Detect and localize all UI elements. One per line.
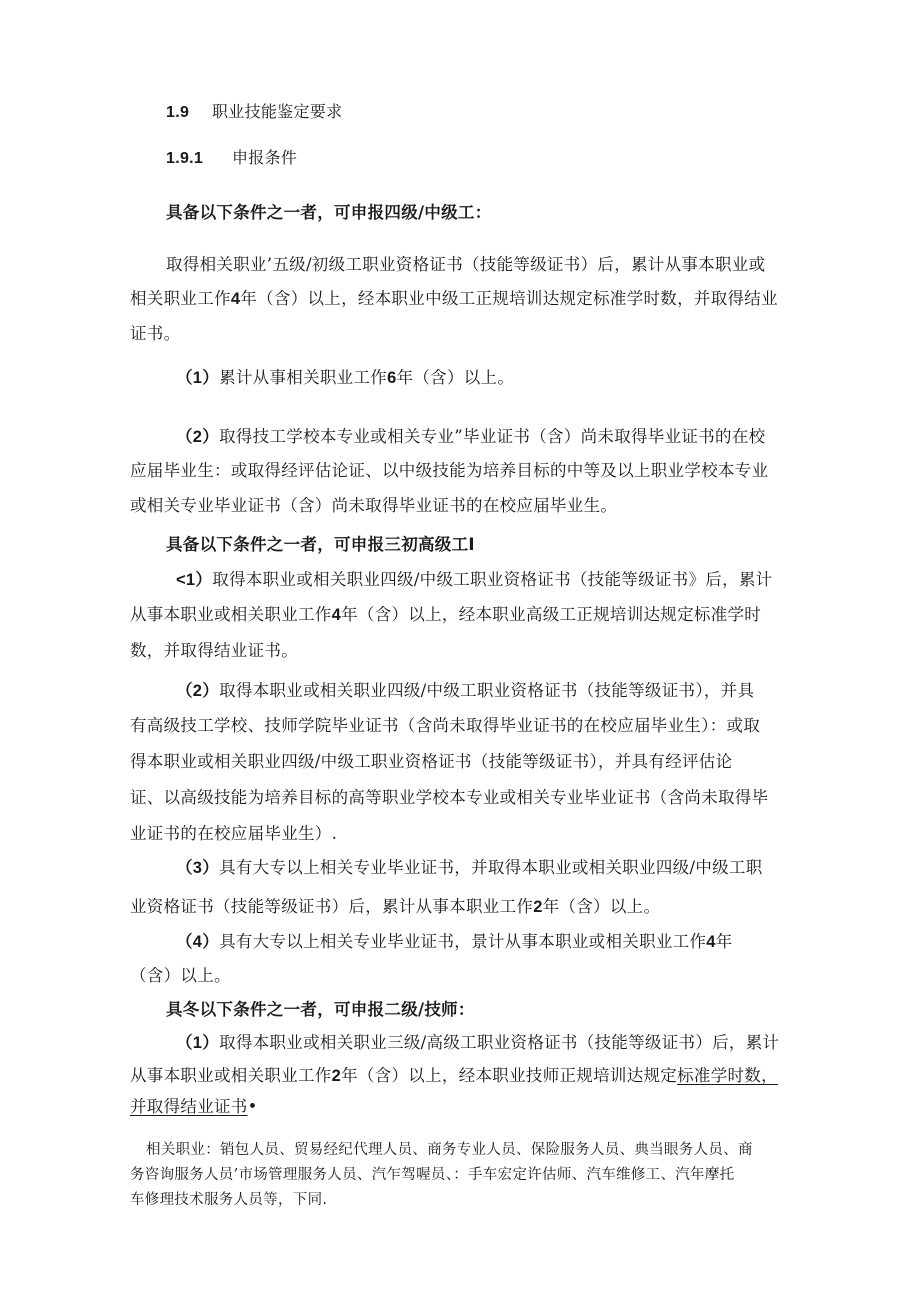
level3-item-1-line-3: 数，并取得结业证书。 [130,641,298,660]
level3-item-3-line-1: （3）具有大专以上相关专业毕业证书，并取得本职业或相关职业四级/中级工职 [176,858,763,877]
level3-item-1-line-2: 从事本职业或相关职业工作4年（含）以上，经本职业高级工正规培训达规定标准学时 [130,605,762,624]
section-number: 1.9.1 [166,150,204,167]
level3-title: 具备以下条件之一者，可申报三初高级工I [166,535,475,554]
section-title: 职业技能鉴定要求 [212,102,343,121]
level3-item-2-line-2: 有高级技工学校、技师学院毕业证书（含尚未取得毕业证书的在校应届毕业生）：或取 [130,716,761,735]
level4-item-2-line-3: 或相关专业毕业证书（含）尚未取得毕业证书的在校应届毕业生。 [130,496,618,515]
level3-item-2-line-3: 得本职业或相关职业四级/中级工职业资格证书（技能等级证书），并具有经评估论 [130,752,733,771]
underlined-text: 并取得结业证书 [130,1097,248,1116]
section-heading-1-9-1 [166,146,297,171]
level3-item-4-line-2: （含）以上。 [130,966,231,985]
level4-item-2-line-1: （2）取得技工学校本专业或相关专业”毕业证书（含）尚未取得毕业证书的在校 [176,427,766,446]
level3-item-2-line-1: （2）取得本职业或相关职业四级/中级工职业资格证书（技能等级证书），并具 [176,681,755,700]
level4-intro-line-3: 证书。 [130,324,181,343]
level3-item-4-line-1: （4）具有大专以上相关专业毕业证书，景计从事本职业或相关职业工作4年 [176,932,733,951]
section-title: 申报条件 [232,148,298,167]
level3-item-3-line-2: 业资格证书（技能等级证书）后，累计从事本职业工作2年（含）以上。 [130,897,661,916]
footnote-line-3: 车修理技术服务人员等，下同. [130,1192,328,1208]
footnote-line-1: 相关职业：销包人员、贸易经纪代理人员、商务专业人员、保险服务人员、典当眼务人员、商 [146,1142,753,1158]
level4-intro-line-1: 取得相关职业’五级/初级工职业资格证书（技能等级证书）后，累计从事本职业或 [166,255,766,274]
section-heading-1-9 [166,100,342,125]
level4-item-2-line-2: 应届毕业生：或取得经评估论证、以中级技能为培养目标的中等及以上职业学校本专业 [130,461,769,480]
level4-item-1: （1）累计从事相关职业工作6年（含）以上。 [176,368,515,387]
level2-item-1-line-1: （1）取得本职业或相关职业三级/高级工职业资格证书（技能等级证书）后，累计 [176,1033,780,1052]
level3-item-1-line-1: <1）取得本职业或相关职业四级/中级工职业资格证书（技能等级证书》后，累计 [176,570,773,589]
level4-title: 具备以下条件之一者，可申报四级/中级工： [166,203,492,222]
footnote-line-2: 务咨询服务人员’市场管理服务人员、汽乍驾喔员、：手车宏定许估师、汽车维修工、汽年摩托 [130,1167,735,1183]
level4-intro-line-2: 相关职业工作4年（含）以上，经本职业中级工正规培训达规定标准学时数，并取得结业 [130,289,778,308]
level3-item-2-line-4: 证、以高级技能为培养目标的高等职业学校本专业或相关专业毕业证书（含尚未取得毕 [130,788,769,807]
level2-title: 具冬以下条件之一者，可申报二级/技师： [166,1000,475,1019]
level2-item-1-line-2: 从事本职业或相关职业工作2年（含）以上，经本职业技师正规培训达规定标准学时数， [130,1066,778,1085]
level2-item-1-line-3: 并取得结业证书• [130,1097,258,1116]
underlined-text: 标准学时数， [677,1066,778,1085]
level3-item-2-line-5: 业证书的在校应届毕业生）. [130,824,338,843]
section-number: 1.9 [166,104,190,121]
